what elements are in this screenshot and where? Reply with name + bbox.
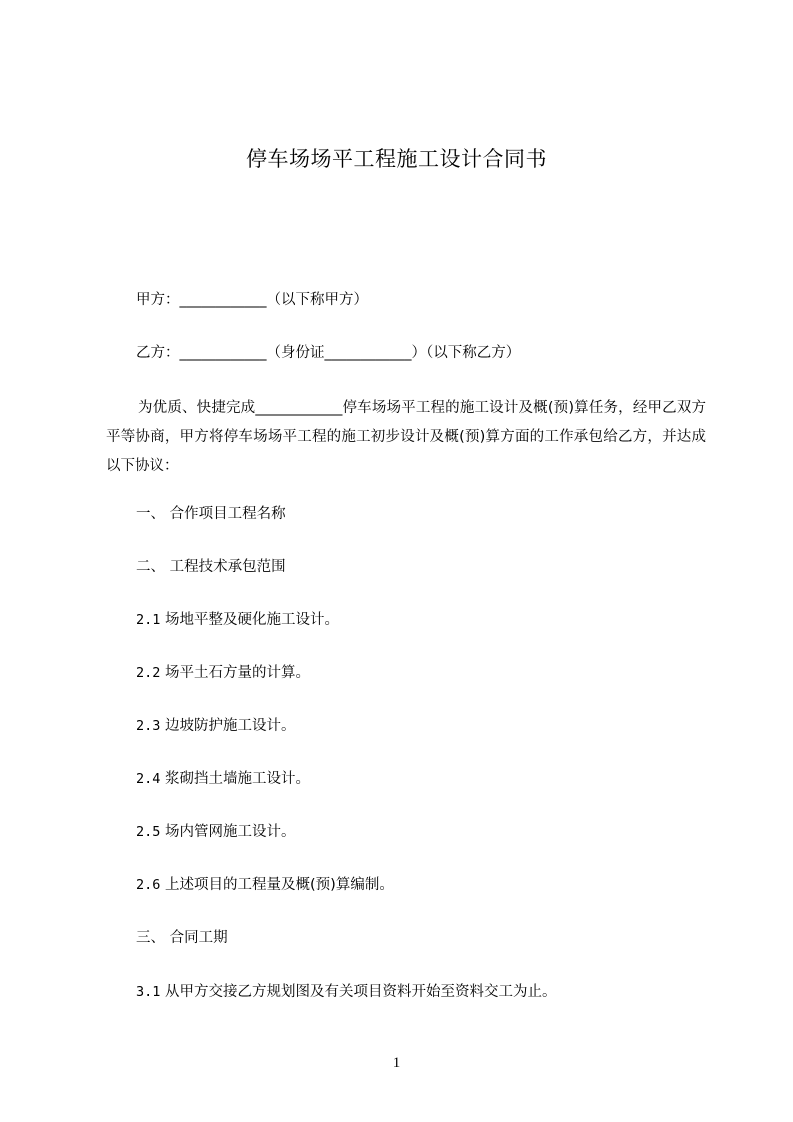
item-text: 场内管网施工设计。 (165, 824, 296, 840)
list-item (136, 663, 310, 683)
section-heading-1: 一、 合作项目工程名称 (136, 506, 286, 522)
list-item (136, 822, 296, 842)
list-item (136, 982, 557, 1002)
party-a-line: 甲方：____________（以下称甲方） (136, 292, 368, 308)
item-number: 2.6 (136, 877, 161, 893)
list-item (136, 716, 296, 736)
section-heading-2: 二、 工程技术承包范围 (136, 559, 286, 575)
item-text: 上述项目的工程量及概(预)算编制。 (165, 877, 394, 893)
document-title: 停车场场平工程施工设计合同书 (246, 147, 547, 171)
list-item (136, 610, 339, 630)
item-number: 2.4 (136, 771, 161, 787)
item-number: 2.3 (136, 718, 161, 734)
page-number: 1 (392, 1055, 401, 1071)
list-item (136, 875, 394, 895)
item-text: 场地平整及硬化施工设计。 (165, 612, 339, 628)
item-text: 浆砌挡土墙施工设计。 (165, 771, 310, 787)
intro-paragraph: 为优质、快捷完成____________停车场场平工程的施工设计及概(预)算任务，经甲乙双方平等协商，甲方将停车场场平工程的施工初步设计及概(预)算方面的工作承包给乙方，并达成以下协议： (106, 400, 706, 474)
item-text: 从甲方交接乙方规划图及有关项目资料开始至资料交工为止。 (165, 984, 557, 1000)
party-b-line: 乙方：____________（身份证____________）（以下称乙方） (136, 345, 521, 361)
list-item (136, 769, 310, 789)
item-number: 3.1 (136, 984, 161, 1000)
item-number: 2.1 (136, 612, 161, 628)
section-heading-3: 三、 合同工期 (136, 930, 228, 946)
item-text: 场平土石方量的计算。 (165, 665, 310, 681)
item-number: 2.5 (136, 824, 161, 840)
item-number: 2.2 (136, 665, 161, 681)
item-text: 边坡防护施工设计。 (165, 718, 296, 734)
